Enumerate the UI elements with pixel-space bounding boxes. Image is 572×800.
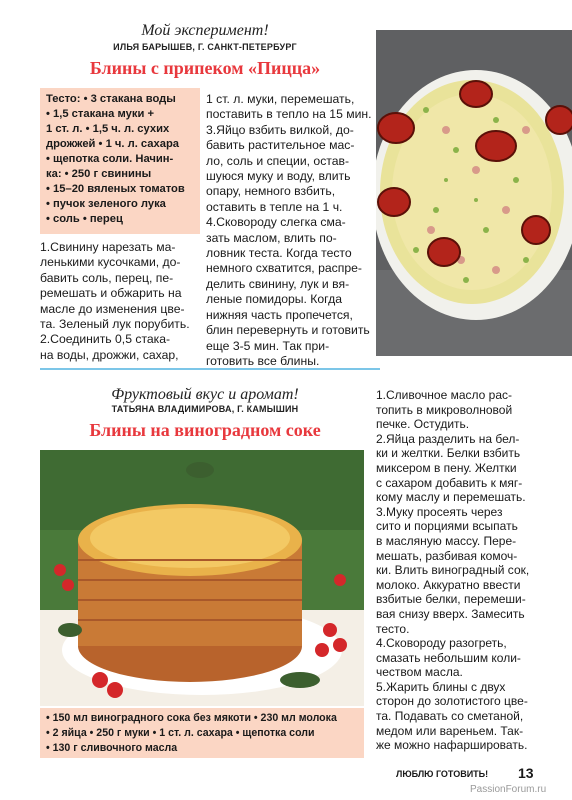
step-line: смазать небольшим коли- (376, 650, 521, 665)
ingredient-line: • 15–20 вяленых томатов (46, 183, 185, 195)
step-line: в масляную массу. Пере- (376, 533, 517, 548)
ingredient-line: • 2 яйца • 250 г муки • 1 ст. л. сахара • щепотка соли (46, 727, 315, 739)
step-line: медом или вареньем. Так- (376, 723, 524, 738)
step-line: молоко. Аккуратно ввести (376, 577, 521, 592)
step-line: 4.Сковороду разогреть, (376, 636, 507, 651)
step-line: же можно нафаршировать. (376, 738, 528, 753)
step-line: немного схватится, распре- (206, 261, 362, 276)
ingredient-line: • 150 мл виноградного сока без мякоти • 230 мл молока (46, 712, 337, 724)
ingredient-line: ка: • 250 г свинины (46, 168, 152, 180)
step-line: зать маслом, влить по- (206, 230, 337, 245)
step-line: 4.Сковороду слегка сма- (206, 215, 346, 230)
watermark: PassionForum.ru (470, 784, 547, 795)
step-line: нижняя часть пропечется, (206, 307, 353, 322)
recipe2-steps (376, 388, 572, 753)
pizza-pancake-photo (376, 30, 572, 356)
step-line: ки. Влить виноградный сок, (376, 563, 530, 578)
step-line: сторон до золотистого цве- (376, 694, 528, 709)
step-line: 5.Жарить блины с двух (376, 679, 506, 694)
step-line: топить в микроволновой (376, 402, 513, 417)
recipe1-ingredients-list (40, 88, 200, 231)
step-line: ремешать и обжарить на (40, 286, 182, 301)
recipe1-title: Блины с припеком «Пицца» (89, 58, 321, 78)
recipe2-kicker: Фруктовый вкус и аромат! (111, 386, 299, 403)
step-line: мешать, разбивая комоч- (376, 548, 518, 563)
step-line: печке. Остудить. (376, 417, 470, 432)
step-line: ленькими кусочками, до- (40, 255, 181, 270)
grape-pancake-photo (40, 450, 364, 706)
page-number: 13 (518, 765, 534, 781)
step-line: ловник теста. Когда тесто (206, 246, 352, 261)
recipe2-ingredients-box (40, 708, 364, 758)
recipe2-author: ТАТЬЯНА ВЛАДИМИРОВА, Г. КАМЫШИН (111, 404, 299, 414)
step-line: бавить соль, перец, пе- (40, 270, 174, 285)
step-line: леные помидоры. Когда (206, 292, 342, 307)
step-line: поставить в тепло на 15 мин. (206, 107, 372, 122)
step-line: блин перевернуть и готовить (206, 323, 370, 338)
step-line: та. Зеленый лук порубить. (40, 317, 190, 332)
recipe1-author: ИЛЬЯ БАРЫШЕВ, Г. САНКТ-ПЕТЕРБУРГ (113, 42, 297, 52)
recipe1-steps-col2 (206, 92, 372, 369)
recipe1-kicker: Мой эксперимент! (141, 22, 269, 39)
section-divider (40, 368, 380, 370)
ingredient-line: Тесто: • 3 стакана воды (46, 93, 176, 105)
recipe1-ingredients-box (40, 88, 200, 234)
step-line: сито и порциями всыпать (376, 519, 518, 534)
step-line: с сахаром добавить к мяг- (376, 475, 523, 490)
step-line: 1.Свинину нарезать ма- (40, 240, 176, 254)
recipe2-title: Блины на виноградном соке (89, 420, 321, 440)
step-line: ло, соль и специи, остав- (206, 153, 350, 168)
step-line: шуюся муку и воду, влить (206, 169, 351, 184)
ingredient-line: • пучок зеленого лука (46, 198, 166, 210)
step-line: опару, немного взбить, (206, 184, 336, 199)
step-line: миксером в пену. Желтки (376, 460, 517, 475)
step-line: взбитые белки, перемеши- (376, 592, 526, 607)
ingredient-line: дрожжей • 1 ч. л. сахара (46, 138, 180, 150)
step-line: на воды, дрожжи, сахар, (40, 347, 179, 362)
ingredient-line: • соль • перец (46, 213, 123, 225)
step-line: масле до изменения цве- (40, 301, 185, 316)
step-line: 3.Яйцо взбить вилкой, до- (206, 122, 354, 137)
step-line: 1 ст. л. муки, перемешать, (206, 92, 355, 106)
recipe1-steps-col1 (40, 240, 202, 363)
ingredient-line: • 1,5 стакана муки + (46, 108, 154, 120)
ingredient-line: 1 ст. л. • 1,5 ч. л. сухих (46, 123, 170, 135)
step-line: вая снизу вверх. Замесить (376, 606, 525, 621)
step-line: бавить растительное мас- (206, 138, 355, 153)
step-line: 2.Соединить 0,5 стака- (40, 332, 171, 347)
step-line: ки и желтки. Белки взбить (376, 446, 521, 461)
step-line: готовить все блины. (206, 353, 320, 368)
magazine-name: ЛЮБЛЮ ГОТОВИТЬ! (396, 769, 489, 779)
step-line: 1.Сливочное масло рас- (376, 388, 513, 402)
ingredient-line: • щепотка соли. Начин- (46, 153, 174, 165)
step-line: 3.Муку просеять через (376, 504, 503, 519)
step-line: та. Подавать со сметаной, (376, 709, 524, 724)
step-line: чеством масла. (376, 665, 463, 680)
step-line: 2.Яйца разделить на бел- (376, 431, 520, 446)
recipe2-ingredients-list (40, 708, 364, 759)
step-line: кому маслу и перемешать. (376, 490, 526, 505)
step-line: оставить в тепле на 1 ч. (206, 199, 343, 214)
step-line: еще 3-5 мин. Так при- (206, 338, 330, 353)
step-line: тесто. (376, 621, 410, 636)
ingredient-line: • 130 г сливочного масла (46, 742, 178, 754)
step-line: делить свинину, лук и вя- (206, 276, 350, 291)
